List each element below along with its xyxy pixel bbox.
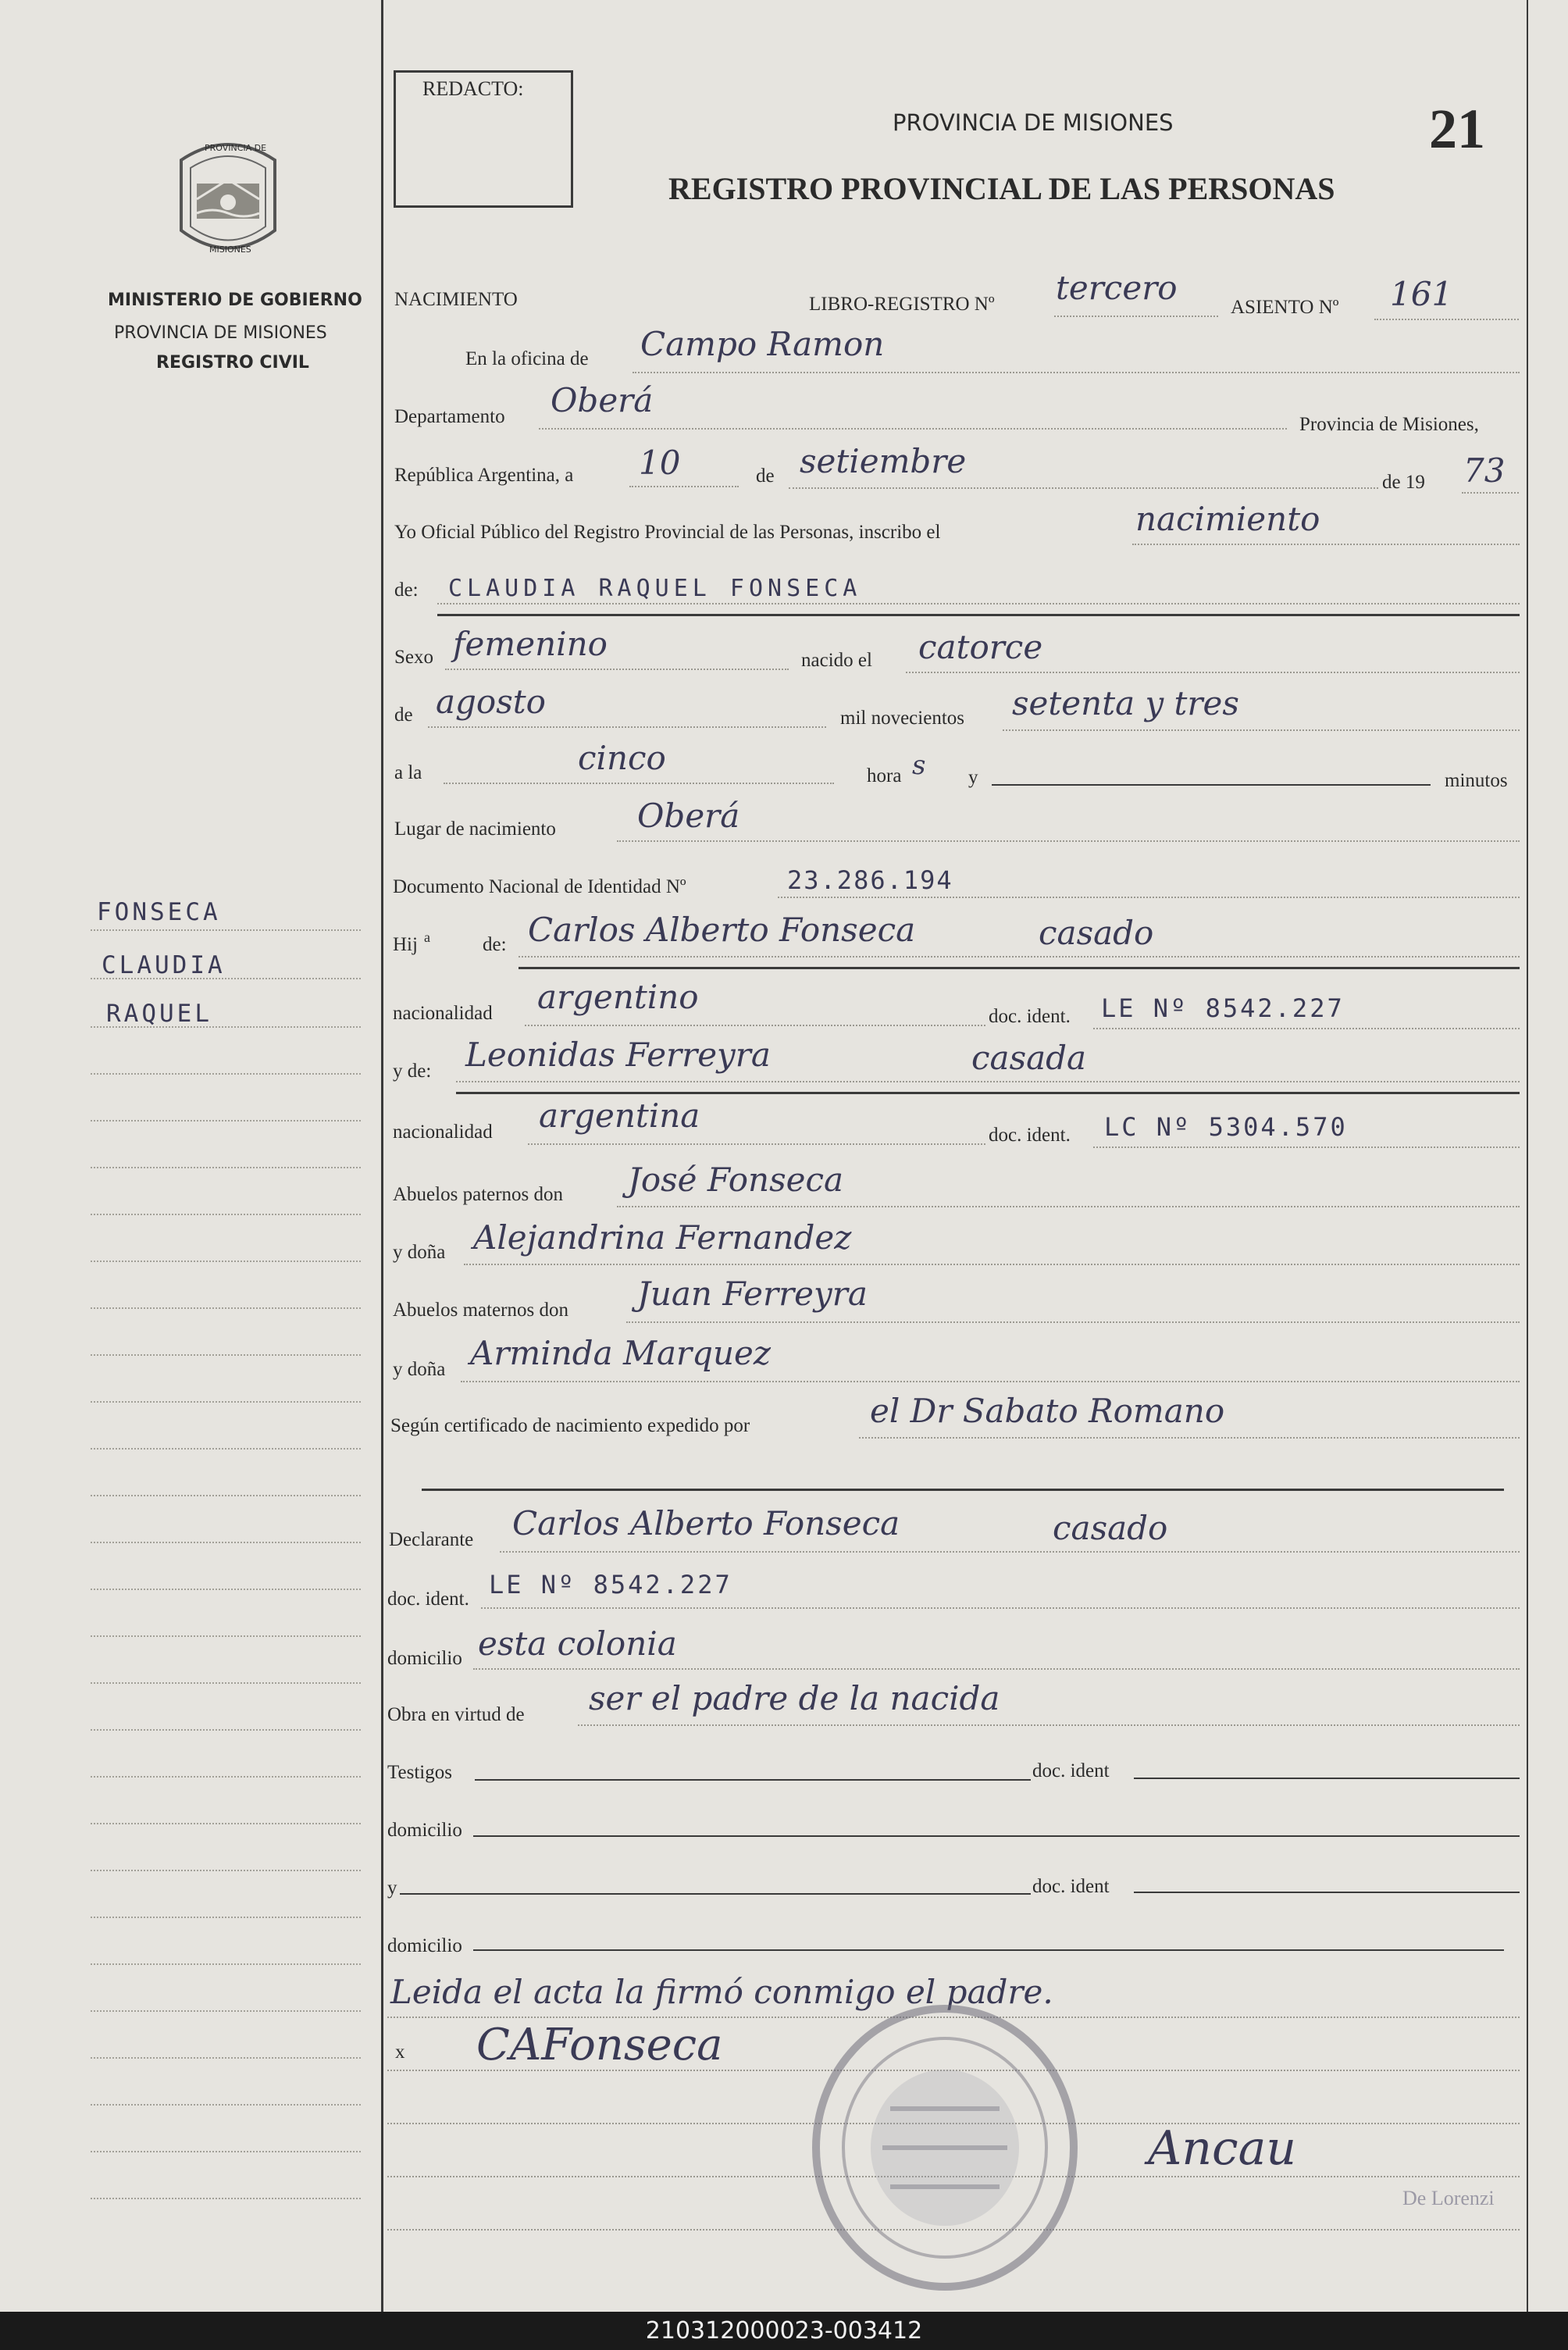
certificado-line — [859, 1437, 1520, 1439]
hora-value: cinco — [578, 739, 666, 777]
anio-value: 73 — [1463, 451, 1506, 490]
lugar-value: Oberá — [637, 797, 740, 835]
doc-madre-value: LC Nº 5304.570 — [1104, 1112, 1348, 1142]
segun-label: Según certificado de nacimiento expedido por — [390, 1415, 750, 1436]
nac-padre-value: argentino — [537, 978, 699, 1016]
margin-line — [91, 1682, 361, 1684]
de-19-label: de 19 — [1382, 472, 1425, 493]
dni-line — [778, 897, 1520, 898]
margin-line — [91, 1120, 361, 1122]
domicilio-line — [473, 1668, 1520, 1670]
y-minutos-label: y — [968, 767, 978, 788]
seal-text-top: PROVINCIA DE — [205, 143, 267, 153]
testigo2-y-label: y — [387, 1878, 397, 1899]
mes-nac-line — [428, 726, 826, 728]
margin-first-name: CLAUDIA — [102, 951, 226, 979]
anio-nac-line — [1003, 729, 1520, 731]
de-name-label: de: — [394, 579, 419, 601]
abuela-pat-line — [464, 1264, 1520, 1265]
oficina-label: En la oficina de — [465, 348, 589, 369]
madre-value: Leonidas Ferreyra — [465, 1036, 771, 1074]
mes-line — [789, 487, 1378, 489]
anio-line — [1462, 492, 1519, 494]
mes-value: setiembre — [800, 442, 967, 480]
margin-line — [91, 2104, 361, 2106]
oficina-value: Campo Ramon — [640, 325, 885, 363]
de-mes-label: de — [756, 465, 775, 487]
nombre-underline — [437, 614, 1520, 616]
certificado-value: el Dr Sabato Romano — [870, 1392, 1225, 1430]
padre-underline — [519, 967, 1520, 969]
departamento-value: Oberá — [551, 381, 654, 419]
libro-value: tercero — [1056, 269, 1178, 307]
declarante-value: Carlos Alberto Fonseca — [512, 1504, 900, 1542]
domicilio-value: esta colonia — [478, 1624, 677, 1663]
testigo-domicilio-line — [473, 1835, 1520, 1837]
official-round-stamp — [804, 1999, 1085, 2296]
provincia-misiones-label: Provincia de Misiones, — [1299, 414, 1479, 435]
dia-value: 10 — [639, 444, 681, 482]
sexo-label: Sexo — [394, 647, 433, 668]
a-la-label: a la — [394, 762, 422, 783]
archive-id-footer: 210312000023-003412 — [0, 2312, 1568, 2350]
registry-title: REGISTRO PROVINCIAL DE LAS PERSONAS — [668, 171, 1335, 206]
obra-line — [578, 1724, 1520, 1726]
redacto-label: REDACTO: — [422, 77, 524, 100]
province-heading: PROVINCIA DE MISIONES — [893, 109, 1174, 136]
ministry-line-1: MINISTERIO DE GOBIERNO — [108, 291, 362, 310]
de-padre-label: de: — [483, 934, 507, 955]
inscribo-value: nacimiento — [1135, 500, 1320, 538]
nacido-el-label: nacido el — [801, 650, 872, 671]
madre-estado: casada — [971, 1039, 1087, 1077]
de-mes-nac-label: de — [394, 704, 413, 726]
obra-value: ser el padre de la nacida — [589, 1679, 1000, 1717]
certificado-underline — [422, 1489, 1504, 1491]
sexo-line — [445, 669, 789, 670]
libro-line — [1054, 316, 1218, 317]
yo-oficial-label: Yo Oficial Público del Registro Provincial de las Personas, inscribo el — [394, 522, 941, 543]
declarante-signature: CAFonseca — [476, 2020, 723, 2070]
margin-line — [91, 1448, 361, 1450]
madre-line — [456, 1081, 1520, 1082]
hora-suffix: s — [912, 750, 926, 781]
margin-line — [91, 1917, 361, 1918]
official-signature: Ancau — [1148, 2121, 1296, 2176]
margin-line — [91, 1589, 361, 1590]
seal-text-bottom: MISIONES — [209, 244, 251, 255]
margin-line — [91, 2151, 361, 2152]
domicilio-label: domicilio — [387, 1648, 462, 1669]
margin-line — [91, 2198, 361, 2199]
margin-line — [91, 1823, 361, 1824]
abuelos-maternos-label: Abuelos maternos don — [393, 1300, 568, 1321]
margin-line — [91, 1261, 361, 1262]
declarante-label: Declarante — [389, 1529, 474, 1550]
margin-line — [91, 1026, 361, 1028]
anio-nac-value: setenta y tres — [1012, 684, 1239, 722]
margin-line — [91, 2057, 361, 2059]
redacto-box — [394, 70, 573, 208]
hora-label: hora — [867, 765, 902, 786]
margin-line — [91, 978, 361, 979]
abuelo-mat-value: Juan Ferreyra — [637, 1275, 868, 1313]
asiento-line — [1374, 319, 1519, 320]
ministry-line-3: REGISTRO CIVIL — [156, 353, 309, 373]
dni-value: 23.286.194 — [787, 865, 953, 895]
margin-line — [91, 1214, 361, 1215]
abuela-pat-value: Alejandrina Fernandez — [473, 1218, 852, 1257]
abuela-mat-line — [461, 1381, 1520, 1382]
firma-x-label: x — [395, 2042, 405, 2063]
y-dona-pat-label: y doña — [393, 1242, 446, 1263]
nota-value: Leida el acta la firmó conmigo el padre. — [390, 1973, 1053, 2011]
sexo-value: femenino — [453, 625, 608, 663]
testigo2-doc-label: doc. ident — [1032, 1876, 1110, 1897]
republica-label: República Argentina, a — [394, 465, 574, 486]
mil-novecientos-label: mil novecientos — [840, 708, 964, 729]
page-number: 21 — [1429, 98, 1485, 160]
nac-madre-line — [528, 1143, 985, 1145]
hijo-suffix: a — [424, 929, 430, 945]
nacido-el-value: catorce — [918, 628, 1043, 666]
mes-nac-value: agosto — [436, 683, 546, 721]
testigos-label: Testigos — [387, 1762, 452, 1783]
doc-declarante-label: doc. ident. — [387, 1589, 469, 1610]
lugar-label: Lugar de nacimiento — [394, 818, 556, 840]
libro-registro-label: LIBRO-REGISTRO Nº — [809, 294, 995, 315]
margin-line — [91, 1401, 361, 1403]
stamp-text: De Lorenzi — [1402, 2187, 1495, 2209]
margin-line — [91, 1307, 361, 1309]
abuelos-paternos-label: Abuelos paternos don — [393, 1184, 564, 1205]
inscribo-line — [1132, 544, 1520, 545]
margin-line — [91, 1635, 361, 1637]
nombre-value: CLAUDIA RAQUEL FONSECA — [448, 575, 862, 602]
padre-estado: casado — [1039, 914, 1154, 952]
y-de-label: y de: — [393, 1061, 432, 1082]
doc-padre-label: doc. ident. — [989, 1006, 1071, 1027]
departamento-line — [539, 428, 1287, 430]
testigo2-domicilio-line — [473, 1949, 1504, 1951]
hijo-label: Hij — [393, 934, 418, 955]
dni-label: Documento Nacional de Identidad Nº — [393, 876, 686, 897]
nacimiento-label: NACIMIENTO — [394, 289, 518, 310]
testigo-doc-line — [1134, 1778, 1520, 1779]
testigos-line — [475, 1779, 1031, 1781]
doc-padre-line — [1093, 1028, 1520, 1029]
doc-madre-line — [1093, 1146, 1520, 1148]
margin-line — [91, 1167, 361, 1168]
margin-line — [91, 1542, 361, 1543]
nac-madre-value: argentina — [539, 1097, 700, 1135]
testigo2-doc-line — [1134, 1892, 1520, 1893]
abuela-mat-value: Arminda Marquez — [470, 1334, 772, 1372]
lugar-line — [617, 840, 1520, 842]
abuelo-pat-value: José Fonseca — [628, 1161, 844, 1199]
declarante-line — [500, 1551, 1520, 1553]
hora-line — [444, 783, 834, 784]
abuelo-mat-line — [626, 1321, 1520, 1323]
obra-label: Obra en virtud de — [387, 1704, 525, 1725]
margin-second-name: RAQUEL — [106, 1000, 212, 1028]
margin-line — [91, 1776, 361, 1778]
ministry-line-2: PROVINCIA DE MISIONES — [114, 323, 327, 343]
departamento-label: Departamento — [394, 406, 505, 427]
testigo2-line — [400, 1893, 1031, 1895]
margin-line — [91, 929, 361, 931]
dia-line — [629, 486, 739, 487]
margin-surname: FONSECA — [97, 898, 221, 926]
madre-underline — [456, 1092, 1520, 1094]
declarante-estado: casado — [1053, 1509, 1168, 1547]
province-seal-emblem — [173, 137, 283, 262]
margin-line — [91, 1073, 361, 1075]
nombre-line — [437, 603, 1520, 604]
right-border — [1527, 0, 1528, 2312]
abuelo-pat-line — [617, 1206, 1520, 1207]
oficina-line — [633, 372, 1520, 373]
testigo-domicilio-label: domicilio — [387, 1820, 462, 1841]
doc-declarante-line — [481, 1607, 1520, 1609]
doc-padre-value: LE Nº 8542.227 — [1101, 993, 1345, 1023]
margin-line — [91, 1963, 361, 1965]
margin-line — [91, 1495, 361, 1496]
minutos-label: minutos — [1445, 770, 1508, 791]
y-dona-mat-label: y doña — [393, 1359, 446, 1380]
nac-padre-line — [525, 1025, 985, 1026]
doc-declarante-value: LE Nº 8542.227 — [489, 1570, 732, 1599]
asiento-value: 161 — [1390, 275, 1453, 313]
nacido-el-line — [906, 672, 1520, 673]
minutos-line — [992, 784, 1431, 786]
asiento-label: ASIENTO Nº — [1231, 297, 1339, 318]
nac-madre-label: nacionalidad — [393, 1122, 493, 1143]
margin-line — [91, 1729, 361, 1731]
padre-value: Carlos Alberto Fonseca — [528, 911, 916, 949]
padre-line — [519, 956, 1520, 957]
margin-line — [91, 1870, 361, 1871]
margin-line — [91, 1354, 361, 1356]
testigo2-domicilio-label: domicilio — [387, 1935, 462, 1956]
nac-padre-label: nacionalidad — [393, 1003, 493, 1024]
testigo-doc-label: doc. ident — [1032, 1760, 1110, 1781]
doc-madre-label: doc. ident. — [989, 1125, 1071, 1146]
margin-divider — [381, 0, 383, 2312]
margin-line — [91, 2010, 361, 2012]
